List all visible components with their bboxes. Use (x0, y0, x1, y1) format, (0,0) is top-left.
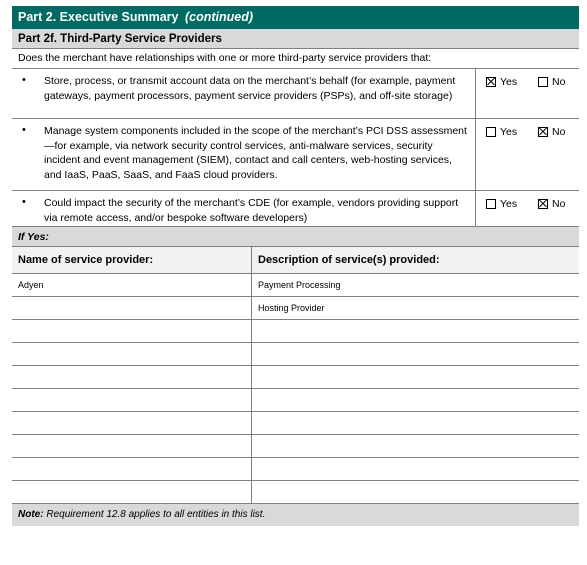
table-row (12, 389, 579, 412)
provider-table-header (12, 247, 579, 274)
item-text: Store, process, or transmit account data on the merchant’s behalf (for example, payment gateways, payment processors, payment service providers (PSPs), and off-site storage) (44, 75, 456, 102)
table-row (12, 274, 579, 297)
no-label: No (552, 198, 566, 210)
question-item-2 (12, 119, 579, 191)
provider-name-cell[interactable] (12, 297, 252, 319)
provider-name-cell[interactable] (12, 366, 252, 388)
no-label: No (552, 126, 566, 138)
service-description-cell[interactable] (252, 320, 579, 342)
yes-label: Yes (500, 76, 518, 88)
service-description-cell[interactable] (252, 366, 579, 388)
yes-option[interactable] (486, 76, 517, 88)
part-header (12, 6, 579, 29)
bullet-icon: • (22, 74, 26, 86)
no-checkbox[interactable] (538, 127, 548, 137)
provider-name-cell[interactable]: Adyen (12, 274, 252, 296)
if-yes-label: If Yes: (12, 227, 579, 247)
item-options (476, 119, 579, 190)
provider-name-cell[interactable] (12, 320, 252, 342)
question-text: Does the merchant have relationships with one or more third-party service providers that: (12, 49, 579, 69)
service-description-cell[interactable]: Payment Processing (258, 280, 341, 290)
item-options (476, 191, 579, 226)
no-option[interactable] (538, 198, 565, 210)
table-row (12, 343, 579, 366)
yes-option[interactable] (486, 126, 517, 138)
table-row (12, 458, 579, 481)
column-header-description: Description of service(s) provided: (258, 254, 440, 266)
service-description-cell[interactable] (252, 435, 579, 457)
item-text-cell (12, 69, 476, 118)
item-text-cell (12, 191, 476, 226)
service-description-cell[interactable] (252, 389, 579, 411)
table-row (12, 366, 579, 389)
column-header-name: Name of service provider: (12, 247, 252, 273)
yes-checkbox[interactable] (486, 77, 496, 87)
note-text: Requirement 12.8 applies to all entities in this list. (46, 509, 266, 520)
provider-name-cell[interactable] (12, 389, 252, 411)
service-description-cell[interactable] (252, 481, 579, 503)
section-title: Part 2f. Third-Party Service Providers (12, 29, 579, 49)
service-description-cell[interactable] (252, 412, 579, 434)
no-checkbox[interactable] (538, 199, 548, 209)
no-option[interactable] (538, 126, 565, 138)
note-label: Note: (18, 509, 44, 520)
no-checkbox[interactable] (538, 77, 548, 87)
yes-label: Yes (500, 126, 518, 138)
provider-name-cell[interactable] (12, 481, 252, 503)
note-footer (12, 504, 579, 526)
yes-option[interactable] (486, 198, 517, 210)
table-row (12, 412, 579, 435)
no-option[interactable] (538, 76, 565, 88)
part-title: Part 2. Executive Summary (18, 10, 179, 24)
provider-name-cell[interactable] (12, 435, 252, 457)
form-section (12, 6, 579, 526)
no-label: No (552, 76, 566, 88)
item-text: Could impact the security of the merchant’s CDE (for example, vendors providing support via remote access, and/or bespoke software developers) (44, 197, 459, 224)
yes-checkbox[interactable] (486, 199, 496, 209)
yes-label: Yes (500, 198, 518, 210)
provider-name-cell[interactable] (12, 343, 252, 365)
question-item-3 (12, 191, 579, 227)
table-row (12, 320, 579, 343)
bullet-icon: • (22, 196, 26, 208)
question-item-1 (12, 69, 579, 119)
yes-checkbox[interactable] (486, 127, 496, 137)
part-title-suffix: (continued) (184, 10, 254, 24)
bullet-icon: • (22, 124, 26, 136)
table-row (12, 297, 579, 320)
service-description-cell[interactable] (252, 343, 579, 365)
provider-name-cell[interactable] (12, 412, 252, 434)
service-description-cell[interactable] (252, 458, 579, 480)
item-options (476, 69, 579, 118)
provider-name-cell[interactable] (12, 458, 252, 480)
table-row (12, 435, 579, 458)
service-description-cell[interactable]: Hosting Provider (258, 303, 325, 313)
table-row (12, 481, 579, 504)
item-text: Manage system components included in the scope of the merchant’s PCI DSS assessment—for example, via network security control services, anti-malware services, security incident and event management (SIEM), contact and call centers, web-hosting services, and IaaS, PaaS, SaaS, and FaaS cloud providers. (44, 125, 467, 181)
item-text-cell (12, 119, 476, 190)
